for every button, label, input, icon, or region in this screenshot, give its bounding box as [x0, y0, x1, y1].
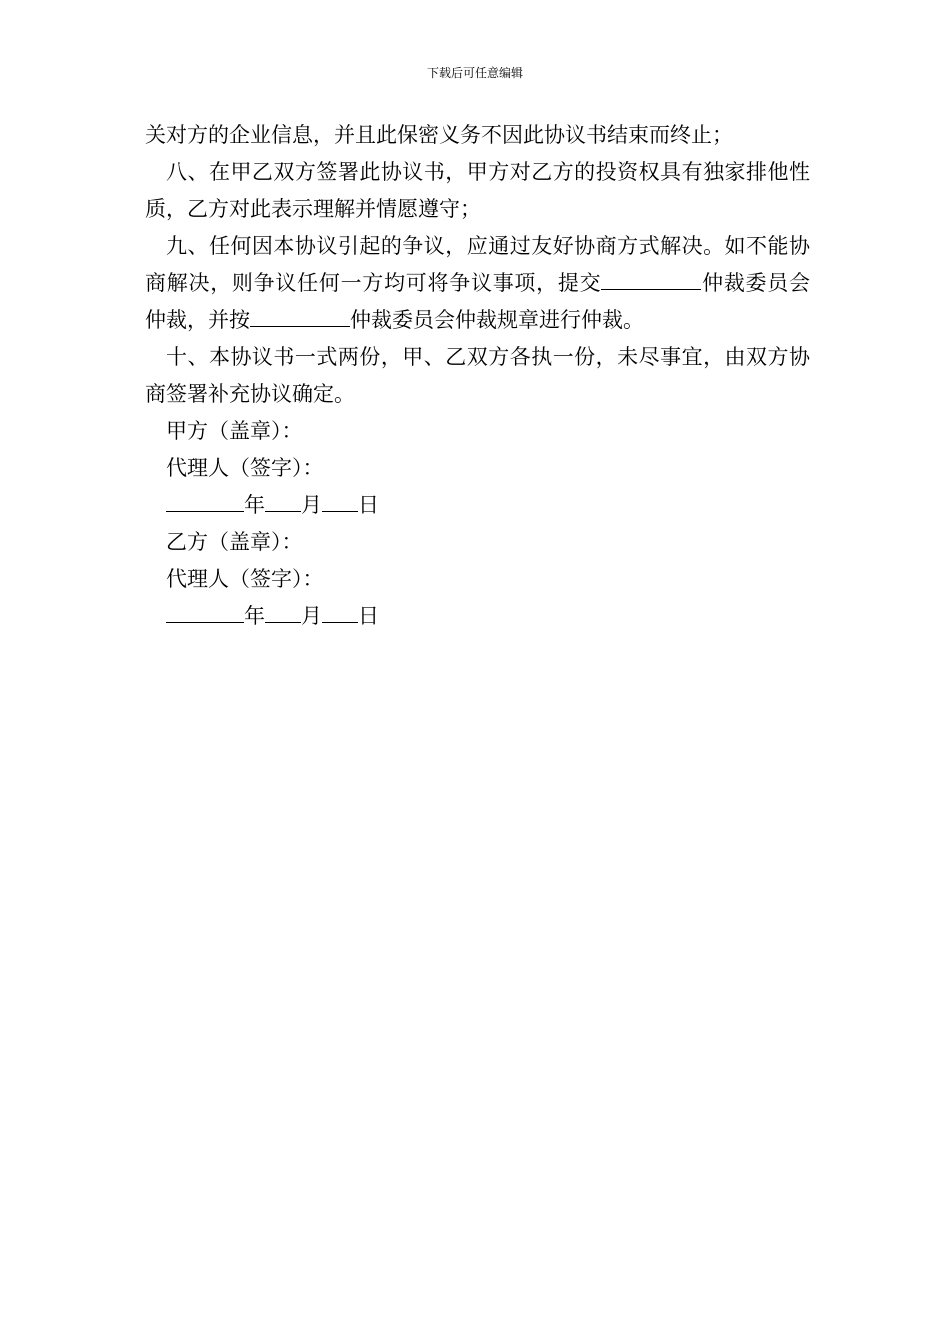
clause-10: 十、本协议书一式两份，甲、乙双方各执一份，未尽事宜，由双方协商签署补充协议确定。	[145, 345, 810, 406]
party-b-seal-label: 乙方（盖章）：	[166, 530, 303, 554]
party-b-year-label: 年	[244, 604, 265, 628]
clause-8: 八、在甲乙双方签署此协议书，甲方对乙方的投资权具有独家排他性质，乙方对此表示理解并情愿遵守；	[145, 160, 810, 221]
clause-9	[145, 228, 810, 339]
party-a-month-label: 月	[301, 493, 322, 517]
page-header-note: 下载后可任意编辑	[426, 66, 523, 80]
party-a-agent-label: 代理人（签字）：	[166, 456, 324, 480]
party-b-year-blank	[166, 600, 244, 623]
arbitration-commission-blank-1	[601, 267, 701, 290]
party-b-day-label: 日	[358, 604, 379, 628]
party-a-month-blank	[265, 489, 301, 512]
party-b-month-label: 月	[301, 604, 322, 628]
clause-7-continuation: 关对方的企业信息，并且此保密义务不因此协议书结束而终止；	[145, 123, 733, 147]
party-a-day-label: 日	[358, 493, 379, 517]
party-a-year-label: 年	[244, 493, 265, 517]
clause-9-text-2: 仲裁委员会仲裁，并按	[145, 271, 811, 332]
party-a-seal-label: 甲方（盖章）：	[166, 419, 303, 443]
party-a-date-line	[145, 487, 810, 524]
party-b-month-blank	[265, 600, 301, 623]
arbitration-commission-blank-2	[250, 304, 350, 327]
clause-9-text-3: 仲裁委员会仲裁规章进行仲裁。	[350, 308, 644, 332]
party-b-day-blank	[322, 600, 358, 623]
party-b-agent-label: 代理人（签字）：	[166, 567, 324, 591]
agreement-body	[145, 117, 810, 635]
party-a-day-blank	[322, 489, 358, 512]
clause-9-text-1: 九、任何因本协议引起的争议，应通过友好协商方式解决。如不能协商解决，则争议任何一方均可将争议事项，提交	[145, 234, 810, 295]
party-b-date-line	[145, 598, 810, 635]
party-a-year-blank	[166, 489, 244, 512]
